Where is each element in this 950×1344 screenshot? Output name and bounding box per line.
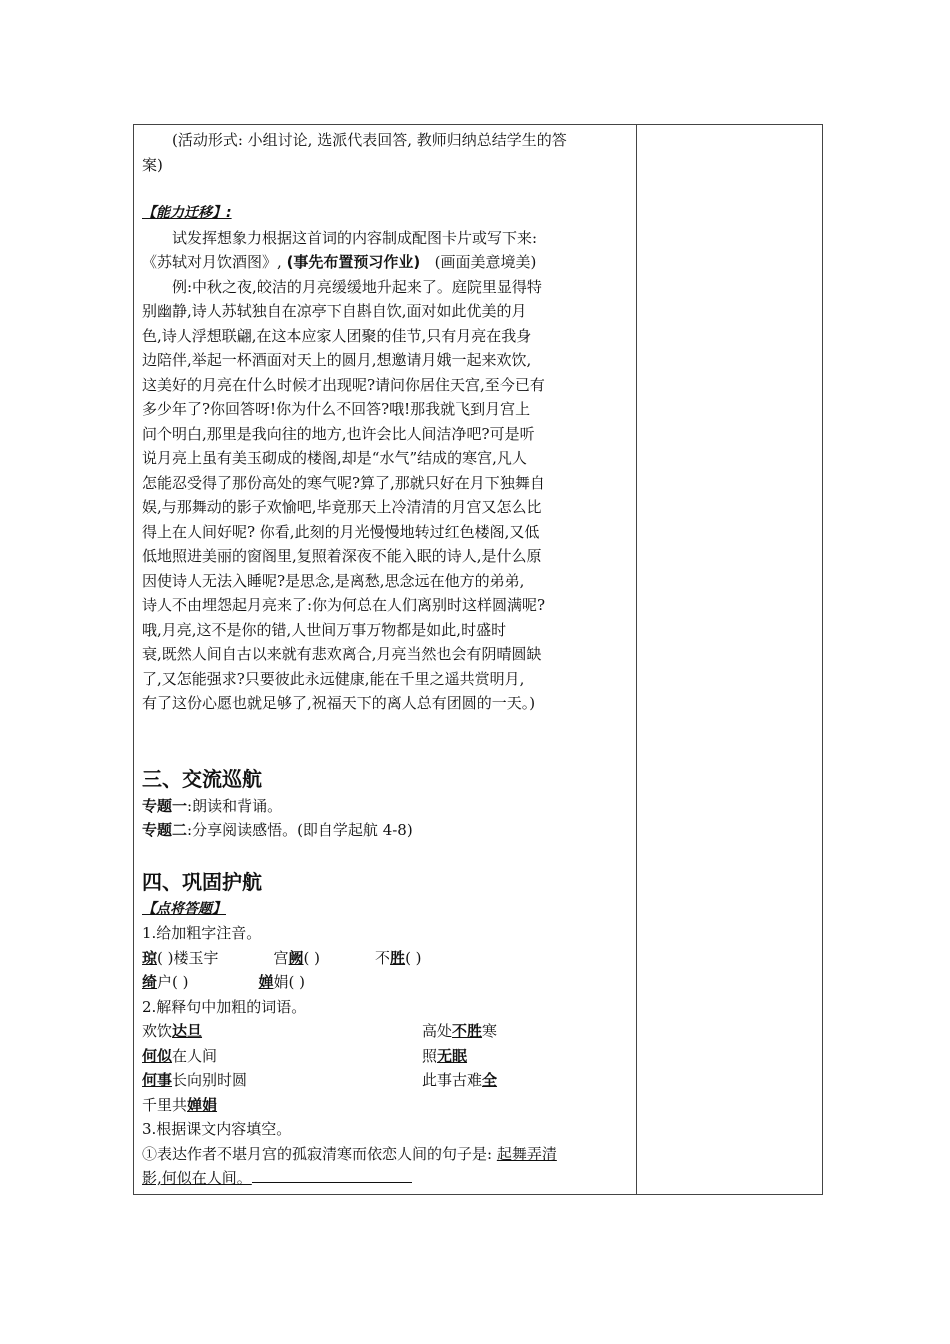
bold-char: 阙	[288, 948, 304, 967]
example-line: 这美好的月亮在什么时候才出现呢?请问你居住天宫,至今已有	[142, 375, 545, 394]
example-line: 诗人不由埋怨起月亮来了:你为何总在人们离别时这样圆满呢?	[142, 596, 546, 614]
example-line: 得上在人间好呢? 你看,此刻的月光慢慢地转过红色楼阁,又低	[142, 522, 540, 541]
section-heading-4: 四、巩固护航	[142, 869, 262, 894]
q3-answer: 影,何似在人间。	[142, 1169, 252, 1187]
bold-char: 琼	[142, 948, 158, 967]
example-line: 说月亮上虽有美玉砌成的楼阁,却是“水气”结成的寒宫,凡人	[142, 449, 527, 467]
question-3: 3.根据课文内容填空。	[142, 1120, 292, 1138]
q2-item	[422, 1044, 467, 1069]
activity-line: 案)	[142, 155, 163, 174]
task-title: 《苏轼对月饮酒图》,	[142, 253, 282, 271]
task-line: 试发挥想象力根据这首词的内容制成配图卡片或写下来:	[172, 228, 538, 247]
example-line: 了,又怎能强求?只要彼此永远健康,能在千里之遥共赏明月,	[142, 669, 525, 688]
task-line-2	[142, 250, 632, 275]
task-note: (画面美意境美)	[434, 253, 537, 271]
q2-item	[422, 1019, 497, 1044]
q1-row-1	[142, 946, 632, 971]
word-pre: 宫	[273, 948, 289, 967]
section-heading-3: 三、交流巡航	[142, 766, 262, 791]
example-line: 娱,与那舞动的影子欢愉吧,毕竟那天上冷清清的月宫又怎么比	[142, 498, 542, 516]
q1-row-2	[142, 970, 632, 995]
ability-tag: 【能力迁移】:	[142, 205, 232, 221]
example-line: 怎能忍受得了那份高处的寒气呢?算了,那就只好在月下独舞自	[142, 473, 545, 492]
bold-char: 婵	[258, 973, 274, 991]
word-pre: 不	[375, 948, 391, 967]
topic-text: :朗读和背诵。	[187, 796, 283, 815]
word-pre: 此事古难	[422, 1071, 483, 1089]
example-line: 色,诗人浮想联翩,在这本应家人团聚的佳节,只有月亮在我身	[142, 326, 532, 345]
question-2: 2.解释句中加粗的词语。	[142, 997, 307, 1016]
paren: ( )	[303, 948, 321, 967]
q2-row	[142, 1019, 632, 1044]
q2-item	[422, 1068, 497, 1093]
topic-label: 专题一	[142, 796, 188, 815]
q2-row	[142, 1093, 632, 1118]
example-line: 低地照进美丽的窗阁里,复照着深夜不能入眠的诗人,是什么原	[142, 547, 542, 565]
topic-2	[142, 818, 632, 843]
word-pre: 照	[422, 1046, 438, 1065]
bold-char: 绮	[142, 973, 158, 991]
main-cell	[142, 128, 632, 1191]
example-line: 哦,月亮,这不是你的错,人世间万事万物都是如此,时盛时	[142, 620, 507, 639]
word-rest: 娟	[273, 973, 289, 991]
example-text	[142, 275, 632, 716]
fill-line	[252, 1168, 412, 1183]
task-bold: (事先布置预习作业)	[286, 253, 421, 271]
example-line: 衰,既然人间自古以来就有悲欢离合,月亮当然也会有阴晴圆缺	[142, 645, 542, 663]
example-line: 边陪伴,举起一杯酒面对天上的圆月,想邀请月娥一起来欢饮,	[142, 351, 532, 369]
bold-word: 全	[482, 1071, 498, 1089]
paren: ( )	[157, 948, 174, 967]
q3-item-1	[142, 1142, 632, 1167]
word-rest: 楼玉宇	[173, 948, 219, 967]
word-pre: 高处	[422, 1022, 453, 1040]
bold-word: 何事	[142, 1071, 173, 1089]
bold-char: 胜	[390, 948, 406, 967]
word-post: 寒	[482, 1022, 498, 1040]
bold-word: 何似	[142, 1046, 173, 1065]
question-1: 1.给加粗字注音。	[142, 924, 262, 942]
bold-word: 不胜	[452, 1022, 483, 1040]
activity-line: (活动形式: 小组讨论, 选派代表回答, 教师归纳总结学生的答	[172, 131, 567, 149]
example-line: 多少年了?你回答呀!你为什么不回答?哦!那我就飞到月宫上	[142, 400, 531, 418]
word-rest: 户	[157, 973, 173, 991]
topic-label: 专题二	[142, 821, 188, 839]
word-pre: 千里共	[142, 1095, 188, 1114]
bold-word: 无眠	[437, 1046, 468, 1065]
q2-row	[142, 1044, 632, 1069]
example-line: 因使诗人无法入睡呢?是思念,是离愁,思念远在他方的弟弟,	[142, 571, 525, 590]
topic-text: :分享阅读感悟。(即自学起航 4-8)	[187, 821, 413, 839]
q2-item	[142, 1019, 422, 1044]
word-post: 长向别时圆	[172, 1071, 248, 1089]
example-line: 别幽静,诗人苏轼独自在凉亭下自斟自饮,面对如此优美的月	[142, 302, 527, 320]
q2-item	[142, 1068, 422, 1093]
paren: ( )	[172, 973, 189, 991]
q3-prompt: ①表达作者不堪月宫的孤寂清寒而依恋人间的句子是:	[142, 1144, 493, 1163]
q2-item	[142, 1044, 422, 1069]
paren: ( )	[288, 973, 306, 991]
answer-tag: 【点将答题】	[142, 900, 226, 917]
example-line: 例:中秋之夜,皎洁的月亮缓缓地升起来了。庭院里显得特	[172, 277, 542, 296]
column-divider	[636, 124, 637, 1195]
bold-word: 达旦	[172, 1022, 203, 1040]
topic-1	[142, 794, 632, 819]
bold-word: 婵娟	[187, 1095, 218, 1114]
q3-answer: 起舞弄清	[496, 1144, 557, 1163]
word-pre: 欢饮	[142, 1022, 173, 1040]
paren: ( )	[405, 948, 422, 967]
q2-item	[142, 1093, 422, 1118]
example-line: 有了这份心愿也就足够了,祝福天下的离人总有团圆的一天。)	[142, 694, 536, 712]
q3-item-1-cont	[142, 1166, 632, 1191]
word-post: 在人间	[172, 1046, 218, 1065]
q2-row	[142, 1068, 632, 1093]
example-line: 问个明白,那里是我向往的地方,也许会比人间洁净吧?可是听	[142, 424, 535, 443]
